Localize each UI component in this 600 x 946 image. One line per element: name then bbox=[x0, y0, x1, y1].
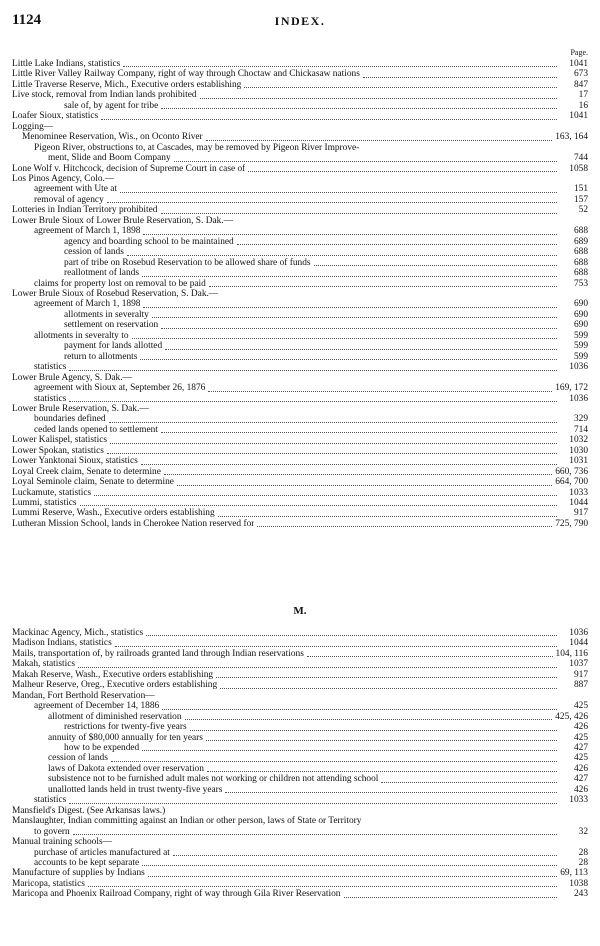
entry-text: Maricopa, statistics bbox=[12, 878, 85, 889]
entry-page: 714 bbox=[573, 424, 588, 435]
entry-page: 28 bbox=[578, 847, 588, 858]
index-page bbox=[12, 0, 588, 946]
index-entry bbox=[12, 373, 588, 383]
entry-text: agency and boarding school to be maintained bbox=[64, 236, 234, 247]
section-letter: M. bbox=[293, 605, 307, 617]
dot-leader bbox=[142, 749, 557, 751]
entry-text: agreement of March 1, 1898 bbox=[34, 299, 141, 310]
entry-page: 32 bbox=[578, 826, 588, 837]
dot-leader bbox=[207, 770, 557, 772]
entry-page: 688 bbox=[573, 257, 588, 268]
index-entry bbox=[12, 889, 588, 899]
dot-leader bbox=[173, 854, 557, 856]
entry-text: Maricopa and Phoenix Railroad Company, right of way through Gila River Reservation bbox=[12, 889, 341, 900]
index-entry bbox=[12, 174, 588, 184]
entry-text: Mansfield's Digest. (See Arkansas laws.) bbox=[12, 805, 166, 816]
entry-page: 426 bbox=[573, 763, 588, 774]
dot-leader bbox=[162, 708, 557, 710]
entry-text: allotments in severalty to bbox=[34, 330, 129, 341]
index-entry bbox=[12, 628, 588, 638]
entry-text: part of tribe on Rosebud Reservation to be allowed share of funds bbox=[64, 257, 311, 268]
index-entry bbox=[12, 59, 588, 69]
entry-text: Mackinac Agency, Mich., statistics bbox=[12, 628, 144, 638]
dot-leader bbox=[120, 191, 557, 193]
dot-leader bbox=[237, 243, 557, 245]
entry-text: Little Traverse Reserve, Mich., Executive orders establishing bbox=[12, 79, 242, 90]
entry-text: agreement of December 14, 1886 bbox=[34, 701, 160, 712]
dot-leader bbox=[107, 452, 557, 454]
entry-text: Lower Brule Agency, S. Dak.— bbox=[12, 372, 132, 383]
entry-page: 1041 bbox=[569, 111, 588, 122]
entry-page: 725, 790 bbox=[555, 518, 588, 529]
entry-text: laws of Dakota extended over reservation bbox=[48, 763, 204, 774]
index-entry bbox=[12, 279, 588, 289]
entry-text: Lower Kalispel, statistics bbox=[12, 435, 108, 446]
entry-text: Malheur Reserve, Oreg., Executive orders establishing bbox=[12, 680, 218, 691]
dot-leader bbox=[152, 316, 557, 318]
entry-text: Lone Wolf v. Hitchcock, decision of Supreme Court in case of bbox=[12, 163, 246, 174]
index-entry bbox=[12, 816, 588, 826]
index-entry bbox=[12, 143, 588, 153]
entry-page: 104, 116 bbox=[555, 648, 588, 659]
entry-page: 1044 bbox=[569, 498, 588, 509]
index-entry bbox=[12, 670, 588, 680]
entry-page: 17 bbox=[578, 90, 588, 101]
entry-page: 1044 bbox=[569, 638, 588, 649]
dot-leader bbox=[110, 442, 557, 444]
dot-leader bbox=[208, 390, 552, 392]
entry-page: 1031 bbox=[569, 456, 588, 467]
entry-page: 1041 bbox=[569, 59, 588, 69]
entry-text: Little River Valley Railway Company, right of way through Choctaw and Chickasaw nations bbox=[12, 69, 360, 80]
index-entry bbox=[12, 743, 588, 753]
entry-text: allotments in severalty bbox=[64, 309, 149, 320]
entry-page: 660, 736 bbox=[555, 466, 588, 477]
dot-leader bbox=[164, 473, 552, 475]
index-entry bbox=[12, 362, 588, 372]
entry-text: Lower Yanktonai Sioux, statistics bbox=[12, 456, 138, 467]
page-title: INDEX. bbox=[274, 14, 326, 28]
entry-text: sale of, by agent for tribe bbox=[64, 100, 159, 111]
index-entry bbox=[12, 310, 588, 320]
index-entry bbox=[12, 868, 588, 878]
index-entry bbox=[12, 488, 588, 498]
dot-leader bbox=[142, 275, 557, 277]
entry-text: agreement with Ute at bbox=[34, 184, 118, 195]
entry-page: 1037 bbox=[569, 659, 588, 670]
entry-page: 599 bbox=[573, 330, 588, 341]
index-entry bbox=[12, 184, 588, 194]
entry-text: how to be expended bbox=[64, 742, 140, 753]
entry-text: removal of agency bbox=[34, 194, 104, 205]
index-entry bbox=[12, 122, 588, 132]
entry-page: 1033 bbox=[569, 795, 588, 806]
index-entry bbox=[12, 795, 588, 805]
entry-text: ment, Slide and Boom Company bbox=[48, 153, 171, 164]
dot-leader bbox=[140, 358, 557, 360]
index-entry bbox=[12, 414, 588, 424]
entry-page: 329 bbox=[573, 414, 588, 425]
index-entry bbox=[12, 477, 588, 487]
dot-leader bbox=[381, 781, 557, 783]
index-entry bbox=[12, 848, 588, 858]
index-entry bbox=[12, 425, 588, 435]
dot-leader bbox=[123, 65, 557, 67]
dot-leader bbox=[248, 170, 557, 172]
index-entry bbox=[12, 435, 588, 445]
dot-leader bbox=[314, 264, 557, 266]
index-entry bbox=[12, 69, 588, 79]
entry-text: Makah Reserve, Wash., Executive orders establishing bbox=[12, 669, 214, 680]
entry-page: 664, 700 bbox=[555, 477, 588, 488]
entry-page: 1030 bbox=[569, 445, 588, 456]
entry-page: 599 bbox=[573, 351, 588, 362]
dot-leader bbox=[107, 201, 557, 203]
entry-text: boundaries defined bbox=[34, 414, 106, 425]
entry-page: 151 bbox=[573, 184, 588, 195]
index-entry bbox=[12, 247, 588, 257]
dot-leader bbox=[257, 525, 552, 527]
entry-text: Lower Brule Sioux of Rosebud Reservation, S. Dak.— bbox=[12, 288, 219, 299]
dot-leader bbox=[111, 760, 557, 762]
entry-page: 425 bbox=[573, 701, 588, 712]
index-entry bbox=[12, 733, 588, 743]
dot-leader bbox=[94, 494, 557, 496]
entry-page: 690 bbox=[573, 320, 588, 331]
page-column-label: Page. bbox=[570, 48, 588, 57]
entry-text: settlement on reservation bbox=[64, 320, 159, 331]
entry-text: agreement with Sioux at, September 26, 1876 bbox=[34, 383, 206, 394]
entry-text: Makah, statistics bbox=[12, 659, 76, 670]
index-entry bbox=[12, 341, 588, 351]
entry-page: 243 bbox=[573, 889, 588, 900]
entry-page: 1038 bbox=[569, 878, 588, 889]
index-entry bbox=[12, 164, 588, 174]
dot-leader bbox=[141, 463, 557, 465]
entry-page: 847 bbox=[573, 79, 588, 90]
entry-page: 157 bbox=[573, 194, 588, 205]
entry-text: Lutheran Mission School, lands in Cherokee Nation reserved for bbox=[12, 518, 255, 529]
dot-leader bbox=[161, 431, 557, 433]
entry-text: Loafer Sioux, statistics bbox=[12, 111, 99, 122]
dot-leader bbox=[148, 875, 557, 877]
entry-text: reallotment of lands bbox=[64, 268, 139, 279]
entry-page: 1036 bbox=[569, 628, 588, 638]
dot-leader bbox=[174, 160, 557, 162]
index-entry bbox=[12, 467, 588, 477]
entry-text: Lummi, statistics bbox=[12, 498, 77, 509]
index-entry bbox=[12, 806, 588, 816]
index-entry bbox=[12, 299, 588, 309]
index-entry bbox=[12, 764, 588, 774]
index-entry bbox=[12, 722, 588, 732]
index-entry bbox=[12, 712, 588, 722]
dot-leader bbox=[307, 655, 553, 657]
entry-text: statistics bbox=[34, 795, 67, 806]
entry-page: 16 bbox=[578, 100, 588, 111]
dot-leader bbox=[88, 885, 557, 887]
entry-text: Manufacture of supplies by Indians bbox=[12, 868, 145, 879]
entry-page: 599 bbox=[573, 341, 588, 352]
entry-text: purchase of articles manufactured at bbox=[34, 847, 170, 858]
entry-text: Luckamute, statistics bbox=[12, 487, 92, 498]
index-entry bbox=[12, 837, 588, 847]
entry-text: payment for lands allotted bbox=[64, 341, 163, 352]
entry-page: 688 bbox=[573, 247, 588, 258]
entry-text: statistics bbox=[34, 393, 67, 404]
dot-leader bbox=[218, 515, 557, 517]
dot-leader bbox=[225, 791, 557, 793]
index-entry bbox=[12, 404, 588, 414]
index-entry bbox=[12, 498, 588, 508]
entry-text: ceded lands opened to settlement bbox=[34, 424, 158, 435]
entry-page: 163, 164 bbox=[555, 132, 588, 143]
entry-page: 887 bbox=[573, 680, 588, 691]
entry-page: 917 bbox=[573, 508, 588, 519]
entry-text: Loyal Creek claim, Senate to determine bbox=[12, 466, 161, 477]
entry-page: 426 bbox=[573, 784, 588, 795]
entry-text: return to allotments bbox=[64, 351, 138, 362]
index-entry bbox=[12, 774, 588, 784]
index-entry bbox=[12, 659, 588, 669]
page-header bbox=[12, 12, 588, 32]
index-entry bbox=[12, 195, 588, 205]
dot-leader bbox=[185, 718, 553, 720]
dot-leader bbox=[161, 212, 558, 214]
index-entry bbox=[12, 383, 588, 393]
dot-leader bbox=[115, 645, 557, 647]
entry-page: 689 bbox=[573, 236, 588, 247]
dot-leader bbox=[200, 97, 557, 99]
entry-text: Live stock, removal from Indian lands prohibited bbox=[12, 90, 197, 101]
index-entry bbox=[12, 680, 588, 690]
entry-text: Lower Brule Sioux of Lower Brule Reservation, S. Dak.— bbox=[12, 215, 234, 226]
dot-leader bbox=[142, 864, 557, 866]
entry-page: 425 bbox=[573, 732, 588, 743]
index-entry bbox=[12, 519, 588, 529]
entry-page: 426 bbox=[573, 722, 588, 733]
entry-text: unallotted lands held in trust twenty-five years bbox=[48, 784, 223, 795]
entry-text: to govern bbox=[34, 826, 70, 837]
index-entry bbox=[12, 320, 588, 330]
dot-leader bbox=[363, 76, 557, 78]
index-entry bbox=[12, 394, 588, 404]
index-entry bbox=[12, 90, 588, 100]
entry-text: cession of lands bbox=[64, 247, 124, 258]
index-entry bbox=[12, 237, 588, 247]
entry-page: 425 bbox=[573, 753, 588, 764]
dot-leader bbox=[216, 676, 557, 678]
entry-text: Loyal Seminole claim, Senate to determine bbox=[12, 477, 174, 488]
entry-text: Lotteries in Indian Territory prohibited bbox=[12, 205, 158, 216]
entry-text: accounts to be kept separate bbox=[34, 857, 140, 868]
entry-text: allotment of diminished reservation bbox=[48, 711, 182, 722]
entry-page: 1032 bbox=[569, 435, 588, 446]
entry-page: 52 bbox=[578, 205, 588, 216]
entry-page: 425, 426 bbox=[555, 711, 588, 722]
entry-text: Logging— bbox=[12, 121, 54, 132]
dot-leader bbox=[69, 369, 557, 371]
index-entry bbox=[12, 827, 588, 837]
entry-page: 1058 bbox=[569, 163, 588, 174]
entry-page: 1036 bbox=[569, 362, 588, 373]
index-entry bbox=[12, 268, 588, 278]
dot-leader bbox=[177, 484, 552, 486]
entry-text: Los Pinos Agency, Colo.— bbox=[12, 173, 115, 184]
dot-leader bbox=[143, 306, 557, 308]
entry-text: Manslaughter, Indian committing against an Indian or other person, laws of State or Territory bbox=[12, 816, 362, 827]
entry-page: 690 bbox=[573, 309, 588, 320]
dot-leader bbox=[165, 348, 557, 350]
dot-leader bbox=[344, 896, 558, 898]
index-entry bbox=[12, 258, 588, 268]
entry-page: 688 bbox=[573, 226, 588, 237]
index-entry bbox=[12, 226, 588, 236]
entry-text: Lower Spokan, statistics bbox=[12, 445, 104, 456]
index-entry bbox=[12, 216, 588, 226]
index-entry bbox=[12, 753, 588, 763]
dot-leader bbox=[80, 504, 557, 506]
index-entry bbox=[12, 701, 588, 711]
entry-text: Mails, transportation of, by railroads granted land through Indian reservations bbox=[12, 648, 304, 659]
index-entry bbox=[12, 331, 588, 341]
dot-leader bbox=[161, 107, 557, 109]
dot-leader bbox=[146, 634, 557, 636]
index-entry bbox=[12, 446, 588, 456]
entry-page: 69, 113 bbox=[560, 868, 588, 879]
index-entry bbox=[12, 80, 588, 90]
entry-page: 744 bbox=[573, 153, 588, 164]
index-entry bbox=[12, 111, 588, 121]
entry-page: 917 bbox=[573, 669, 588, 680]
index-entry bbox=[12, 879, 588, 889]
index-entry bbox=[12, 649, 588, 659]
dot-leader bbox=[161, 327, 557, 329]
dot-leader bbox=[78, 666, 557, 668]
index-entry bbox=[12, 352, 588, 362]
entry-text: restrictions for twenty-five years bbox=[64, 722, 187, 733]
entry-page: 28 bbox=[578, 857, 588, 868]
entry-text: Pigeon River, obstructions to, at Cascades, may be removed by Pigeon River Improve- bbox=[34, 142, 360, 153]
page-number: 1124 bbox=[12, 12, 42, 28]
dot-leader bbox=[244, 86, 557, 88]
index-section-m bbox=[12, 628, 588, 900]
entry-text: annuity of $80,000 annually for ten years bbox=[48, 732, 203, 743]
dot-leader bbox=[143, 233, 557, 235]
index-entry bbox=[12, 132, 588, 142]
dot-leader bbox=[206, 739, 557, 741]
entry-text: claims for property lost on removal to be paid bbox=[34, 278, 206, 289]
entry-text: agreement of March 1, 1898 bbox=[34, 226, 141, 237]
entry-page: 688 bbox=[573, 268, 588, 279]
entry-page: 169, 172 bbox=[555, 383, 588, 394]
dot-leader bbox=[206, 139, 553, 141]
dot-leader bbox=[69, 802, 557, 804]
index-entry bbox=[12, 153, 588, 163]
entry-text: subsistence not to be furnished adult males not working or children not attending school bbox=[48, 774, 379, 785]
index-entry bbox=[12, 101, 588, 111]
entry-page: 690 bbox=[573, 299, 588, 310]
index-section-l bbox=[12, 59, 588, 529]
dot-leader bbox=[109, 421, 557, 423]
dot-leader bbox=[101, 118, 557, 120]
index-entry bbox=[12, 785, 588, 795]
entry-text: Mandan, Fort Berthold Reservation— bbox=[12, 690, 155, 701]
index-entry bbox=[12, 456, 588, 466]
dot-leader bbox=[127, 254, 557, 256]
dot-leader bbox=[69, 400, 557, 402]
entry-page: 427 bbox=[573, 774, 588, 785]
index-entry bbox=[12, 289, 588, 299]
entry-page: 753 bbox=[573, 278, 588, 289]
index-entry bbox=[12, 638, 588, 648]
entry-text: statistics bbox=[34, 362, 67, 373]
entry-page: 1033 bbox=[569, 487, 588, 498]
dot-leader bbox=[132, 337, 557, 339]
dot-leader bbox=[190, 729, 557, 731]
entry-text: Manual training schools— bbox=[12, 837, 112, 848]
index-entry bbox=[12, 205, 588, 215]
index-entry bbox=[12, 858, 588, 868]
entry-text: Little Lake Indians, statistics bbox=[12, 59, 121, 69]
index-entry bbox=[12, 691, 588, 701]
dot-leader bbox=[73, 833, 557, 835]
index-entry bbox=[12, 508, 588, 518]
dot-leader bbox=[209, 285, 557, 287]
entry-text: Lummi Reserve, Wash., Executive orders establishing bbox=[12, 508, 215, 519]
entry-text: Lower Brule Reservation, S. Dak.— bbox=[12, 403, 149, 414]
entry-text: Madison Indians, statistics bbox=[12, 638, 112, 649]
entry-page: 673 bbox=[573, 69, 588, 80]
entry-text: Menominee Reservation, Wis., on Oconto River bbox=[22, 132, 203, 143]
entry-page: 1036 bbox=[569, 393, 588, 404]
entry-text: cession of lands bbox=[48, 753, 108, 764]
dot-leader bbox=[220, 687, 557, 689]
entry-page: 427 bbox=[573, 742, 588, 753]
